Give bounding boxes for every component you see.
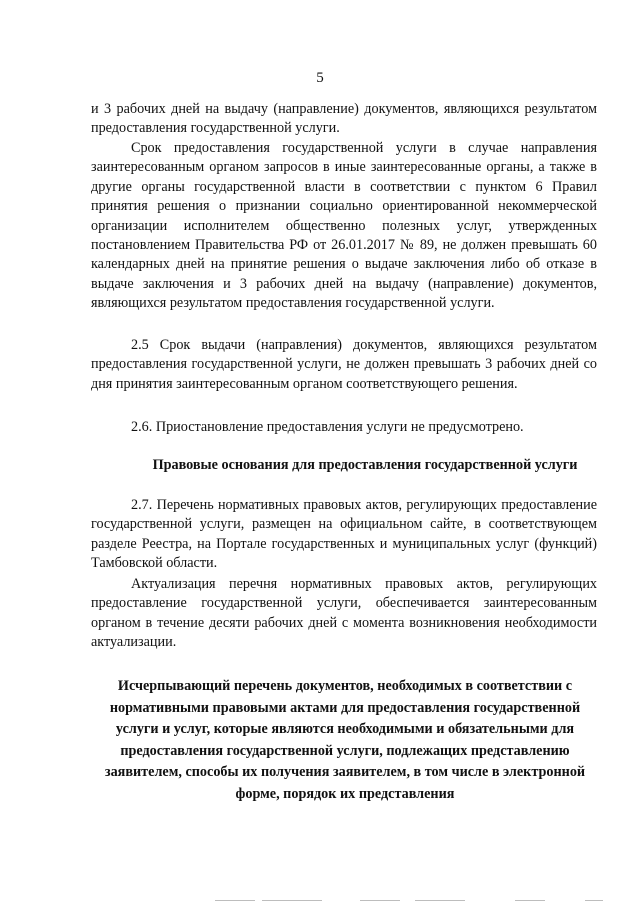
paragraph-2-5 [91, 336, 597, 394]
section-heading-documents-list: Исчерпывающий перечень документов, необходимых в соответствии с нормативными правовыми актами для предоставления государственной услуги и услуг, которые являются необходимыми и обязательными для предоставления государственной услуги, подлежащих представлению заявителем, способы их получения заявителем, в том числе в электронной форме, порядок их представления [104, 678, 586, 802]
scan-artifact-line [262, 900, 322, 901]
scan-artifact-line [415, 900, 465, 901]
paragraph-continuation [91, 100, 597, 139]
paragraph-text: 2.6. Приостановление предоставления услуги не предусмотрено. [131, 419, 524, 435]
scan-artifact-line [515, 900, 545, 901]
paragraph-text: 2.5 Срок выдачи (направления) документов, являющихся результатом предоставления государственной услуги, не должен превышать 3 рабочих дней со дня принятия заинтересованным органом соответствующего решения. [91, 337, 597, 392]
scan-artifact-line [585, 900, 603, 901]
scan-artifact-line [215, 900, 255, 901]
paragraph-2-7 [91, 496, 597, 574]
page-number: 5 [316, 70, 324, 86]
paragraph-deadline-requests [91, 139, 597, 314]
paragraph-text: и 3 рабочих дней на выдачу (направление) документов, являющихся результатом предоставления государственной услуги. [91, 101, 597, 137]
paragraph-text: Срок предоставления государственной услуги в случае направления заинтересованным органом запросов в иные заинтересованные органы, а также в другие органы государственной власти в соответствии с пунктом 6 Правил принятия решения о признании социально ориентированной некоммерческой организации исполнителем общественно полезных услуг, утвержденных постановлением Правительства РФ от 26.01.2017 № 89, не должен превышать 60 календарных дней на принятие решения о выдаче заключения либо об отказе в выдаче заключения и 3 рабочих дней на выдачу (направление) документов, являющихся результатом предоставления государственной услуги. [91, 140, 597, 312]
paragraph-2-6 [91, 418, 597, 437]
paragraph-text: Актуализация перечня нормативных правовых актов, регулирующих предоставление государственной услуги, обеспечивается заинтересованным органом в течение десяти рабочих дней с момента возникновения необходимости актуализации. [91, 576, 597, 651]
paragraph-text: 2.7. Перечень нормативных правовых актов, регулирующих предоставление государственной услуги, размещен на официальном сайте, в соответствующем разделе Реестра, на Портале государственных и муниципальных услуг (функций) Тамбовской области. [91, 497, 597, 572]
section-heading-legal-basis: Правовые основания для предоставления государственной услуги [152, 457, 578, 473]
paragraph-actualization [91, 575, 597, 653]
scan-artifact-line [360, 900, 400, 901]
